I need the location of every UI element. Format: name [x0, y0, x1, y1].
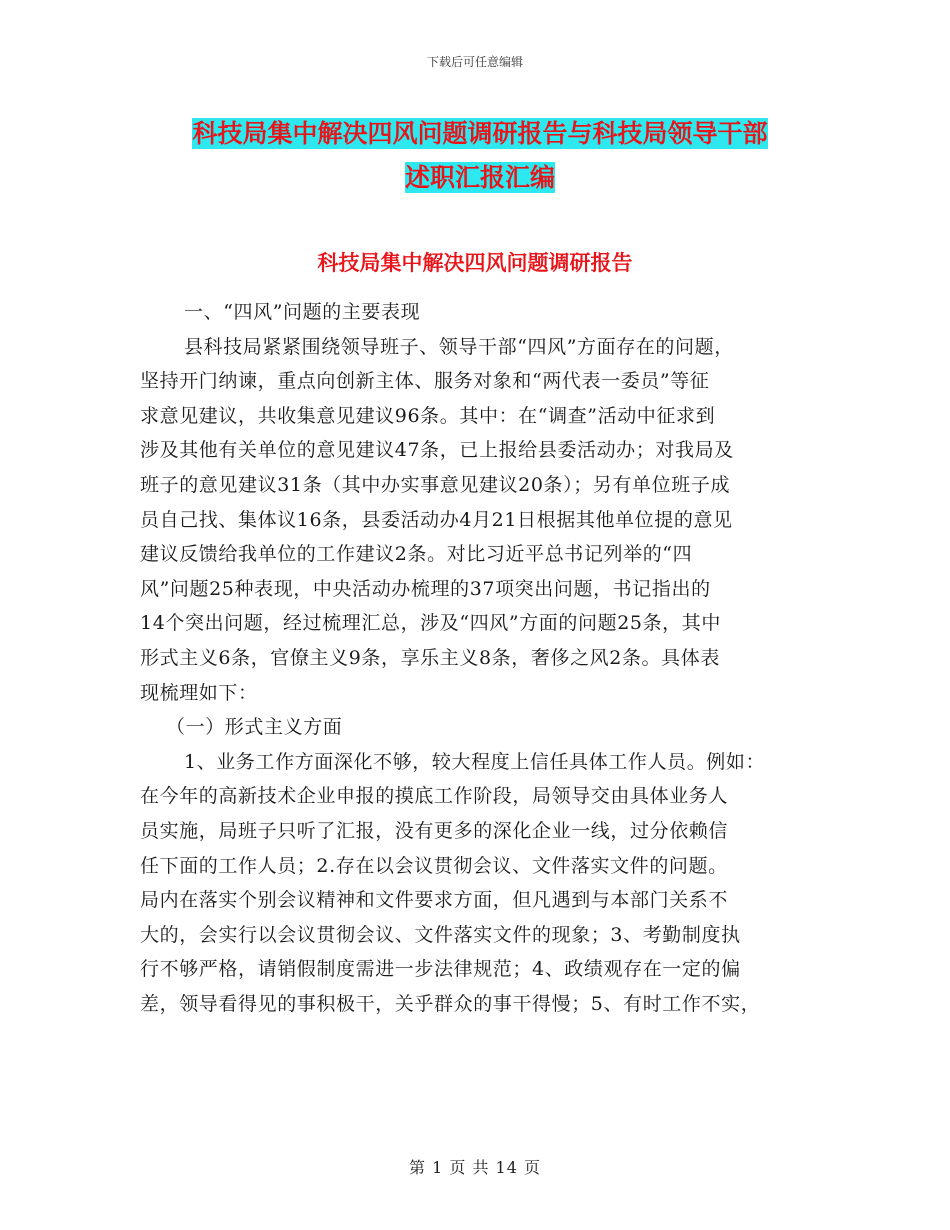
body-line: 县科技局紧紧围绕领导班子、领导干部“四风”方面存在的问题， [184, 335, 734, 358]
body-line: 班子的意见建议31条（其中办实事意见建议20条）；另有单位班子成 [140, 473, 731, 496]
body-line: 求意见建议，共收集意见建议96条。其中：在“调查”活动中征求到 [140, 404, 716, 427]
document-title-line1: 科技局集中解决四风问题调研报告与科技局领导干部 [192, 119, 768, 148]
body-text [140, 295, 820, 1021]
body-line: 差，领导看得见的事积极干，关乎群众的事干得慢；5、有时工作不实， [140, 992, 761, 1015]
document-title [140, 112, 820, 200]
body-line: 风”问题25种表现，中央活动办梳理的37项突出问题，书记指出的 [140, 577, 711, 600]
body-line: 1、业务工作方面深化不够，较大程度上信任具体工作人员。例如： [184, 750, 766, 773]
body-line: 涉及其他有关单位的意见建议47条，已上报给县委活动办；对我局及 [140, 439, 734, 462]
body-line: 坚持开门纳谏，重点向创新主体、服务对象和“两代表一委员”等征 [140, 370, 710, 393]
section-title: 科技局集中解决四风问题调研报告 [317, 251, 633, 275]
body-line: 建议反馈给我单位的工作建议2条。对比习近平总书记列举的“四 [140, 543, 693, 566]
body-line: 任下面的工作人员；2.存在以会议贯彻会议、文件落实文件的问题。 [140, 854, 728, 877]
body-line: 现梳理如下： [140, 681, 258, 704]
body-line: 行不够严格，请销假制度需进一步法律规范；4、政绩观存在一定的偏 [140, 958, 741, 981]
document-title-line2: 述职汇报汇编 [404, 163, 555, 192]
body-line: 一、“四风”问题的主要表现 [184, 301, 421, 323]
page-footer: 第 1 页 共 14 页 [409, 1158, 541, 1177]
body-line: （一）形式主义方面 [166, 716, 343, 739]
body-line: 在今年的高新技术企业申报的摸底工作阶段，局领导交由具体业务人 [140, 785, 729, 808]
body-line: 员实施，局班子只听了汇报，没有更多的深化企业一线，过分依赖信 [140, 819, 729, 842]
body-line: 形式主义6条，官僚主义9条，享乐主义8条，奢侈之风2条。具体表 [140, 646, 720, 669]
body-line: 员自己找、集体议16条，县委活动办4月21日根据其他单位提的意见 [140, 508, 733, 531]
body-line: 局内在落实个别会议精神和文件要求方面，但凡遇到与本部门关系不 [140, 889, 729, 912]
header-note: 下载后可任意编辑 [426, 55, 523, 69]
body-line: 14个突出问题，经过梳理汇总，涉及“四风”方面的问题25条，其中 [140, 612, 721, 635]
body-line: 大的，会实行以会议贯彻会议、文件落实文件的现象；3、考勤制度执 [140, 923, 741, 946]
